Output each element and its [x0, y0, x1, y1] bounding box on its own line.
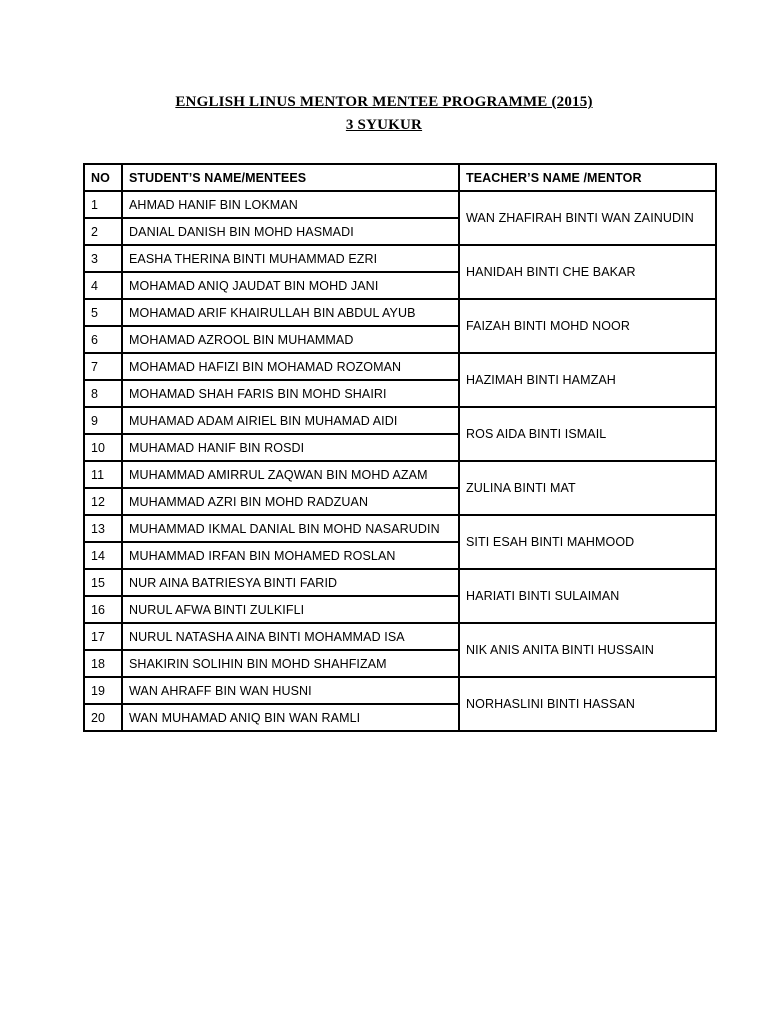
student-name: MOHAMAD ANIQ JAUDAT BIN MOHD JANI — [122, 272, 459, 299]
row-no: 13 — [84, 515, 122, 542]
row-no: 10 — [84, 434, 122, 461]
row-no: 7 — [84, 353, 122, 380]
student-name: MUHAMMAD IKMAL DANIAL BIN MOHD NASARUDIN — [122, 515, 459, 542]
student-name: MUHAMMAD AZRI BIN MOHD RADZUAN — [122, 488, 459, 515]
mentor-name: HAZIMAH BINTI HAMZAH — [459, 353, 716, 407]
student-name: MOHAMAD ARIF KHAIRULLAH BIN ABDUL AYUB — [122, 299, 459, 326]
table-row — [84, 569, 716, 596]
student-name: NURUL AFWA BINTI ZULKIFLI — [122, 596, 459, 623]
row-no: 5 — [84, 299, 122, 326]
mentor-name: ZULINA BINTI MAT — [459, 461, 716, 515]
header-no: NO — [84, 164, 122, 191]
row-no: 1 — [84, 191, 122, 218]
student-name: MUHAMAD ADAM AIRIEL BIN MUHAMAD AIDI — [122, 407, 459, 434]
row-no: 19 — [84, 677, 122, 704]
row-no: 6 — [84, 326, 122, 353]
student-name: AHMAD HANIF BIN LOKMAN — [122, 191, 459, 218]
student-name: MOHAMAD HAFIZI BIN MOHAMAD ROZOMAN — [122, 353, 459, 380]
row-no: 15 — [84, 569, 122, 596]
student-name: MUHAMMAD IRFAN BIN MOHAMED ROSLAN — [122, 542, 459, 569]
table-row — [84, 461, 716, 488]
row-no: 8 — [84, 380, 122, 407]
student-name: MOHAMAD AZROOL BIN MUHAMMAD — [122, 326, 459, 353]
mentor-name: WAN ZHAFIRAH BINTI WAN ZAINUDIN — [459, 191, 716, 245]
student-name: MOHAMAD SHAH FARIS BIN MOHD SHAIRI — [122, 380, 459, 407]
row-no: 14 — [84, 542, 122, 569]
table-row — [84, 677, 716, 704]
mentor-name: HANIDAH BINTI CHE BAKAR — [459, 245, 716, 299]
mentor-name: NIK ANIS ANITA BINTI HUSSAIN — [459, 623, 716, 677]
table-row — [84, 353, 716, 380]
row-no: 16 — [84, 596, 122, 623]
mentor-name: FAIZAH BINTI MOHD NOOR — [459, 299, 716, 353]
student-name: EASHA THERINA BINTI MUHAMMAD EZRI — [122, 245, 459, 272]
row-no: 3 — [84, 245, 122, 272]
table-row — [84, 623, 716, 650]
document-title: ENGLISH LINUS MENTOR MENTEE PROGRAMME (2015) — [175, 94, 593, 110]
row-no: 2 — [84, 218, 122, 245]
row-no: 4 — [84, 272, 122, 299]
student-name: WAN AHRAFF BIN WAN HUSNI — [122, 677, 459, 704]
mentor-name: ROS AIDA BINTI ISMAIL — [459, 407, 716, 461]
mentor-name: HARIATI BINTI SULAIMAN — [459, 569, 716, 623]
student-name: DANIAL DANISH BIN MOHD HASMADI — [122, 218, 459, 245]
student-name: WAN MUHAMAD ANIQ BIN WAN RAMLI — [122, 704, 459, 731]
row-no: 11 — [84, 461, 122, 488]
student-name: MUHAMAD HANIF BIN ROSDI — [122, 434, 459, 461]
table-header-row — [84, 164, 716, 191]
header-student: STUDENT’S NAME/MENTEES — [122, 164, 459, 191]
table-row — [84, 245, 716, 272]
mentor-mentee-table — [83, 163, 717, 732]
mentor-name: NORHASLINI BINTI HASSAN — [459, 677, 716, 731]
table-row — [84, 515, 716, 542]
row-no: 18 — [84, 650, 122, 677]
table-row — [84, 191, 716, 218]
student-name: NUR AINA BATRIESYA BINTI FARID — [122, 569, 459, 596]
row-no: 12 — [84, 488, 122, 515]
row-no: 17 — [84, 623, 122, 650]
student-name: MUHAMMAD AMIRRUL ZAQWAN BIN MOHD AZAM — [122, 461, 459, 488]
document-subtitle: 3 SYUKUR — [345, 117, 423, 133]
student-name: SHAKIRIN SOLIHIN BIN MOHD SHAHFIZAM — [122, 650, 459, 677]
table-row — [84, 299, 716, 326]
student-name: NURUL NATASHA AINA BINTI MOHAMMAD ISA — [122, 623, 459, 650]
mentor-name: SITI ESAH BINTI MAHMOOD — [459, 515, 716, 569]
row-no: 20 — [84, 704, 122, 731]
table-row — [84, 407, 716, 434]
header-teacher: TEACHER’S NAME /MENTOR — [459, 164, 716, 191]
table-body — [84, 191, 716, 731]
row-no: 9 — [84, 407, 122, 434]
